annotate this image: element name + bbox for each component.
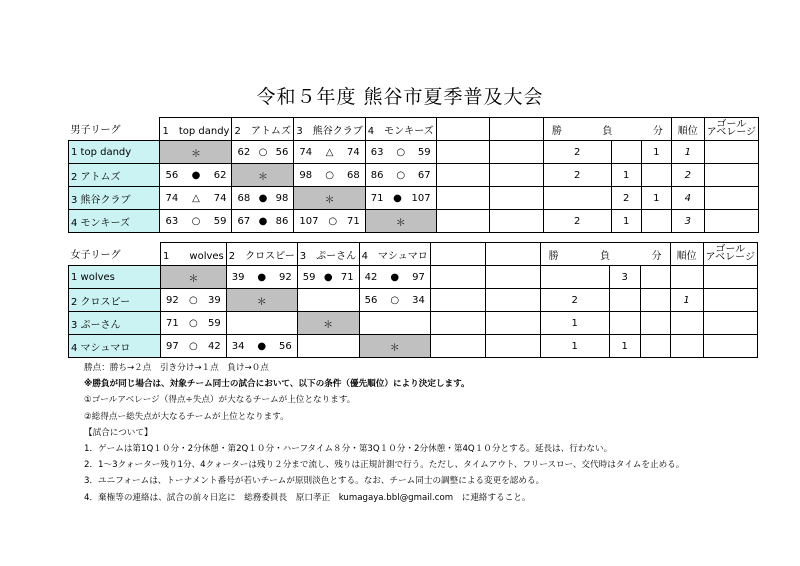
blank-cell — [436, 210, 490, 233]
blank-cell — [485, 289, 540, 312]
rank-header: 順位 — [670, 243, 703, 266]
draws-value: 1 — [641, 141, 671, 164]
team-header: 4 モンキーズ — [365, 118, 436, 141]
result-symbol: ○ — [328, 215, 338, 227]
score-for: 63 — [370, 146, 384, 158]
match-result — [359, 266, 430, 289]
self-match-cell: ＊ — [226, 289, 297, 312]
score-for: 71 — [166, 317, 179, 329]
match-score — [234, 147, 291, 158]
result-symbol: ● — [257, 340, 267, 352]
blank-cell — [436, 164, 490, 187]
score-for: 63 — [165, 215, 179, 227]
score-against: 67 — [417, 169, 431, 181]
result-symbol: ○ — [189, 317, 198, 329]
self-match-cell: ＊ — [232, 164, 294, 187]
note-points: 勝点：勝ち→２点 引き分け→１点 負け→０点 — [84, 363, 269, 373]
table-row — [69, 210, 800, 233]
score-against: 56 — [278, 340, 292, 352]
score-for: 68 — [237, 192, 251, 204]
rank-value: 4 — [671, 187, 704, 210]
blank-cell — [490, 210, 544, 233]
match-score — [163, 295, 224, 306]
blank-cell — [490, 187, 544, 210]
goal-average-value — [704, 187, 758, 210]
result-symbol: ● — [191, 169, 201, 181]
match-score — [162, 193, 229, 204]
losses-value: 1 — [611, 164, 641, 187]
match-score — [162, 170, 229, 181]
table-row — [69, 266, 800, 289]
match-score — [300, 272, 357, 283]
team-header: 3 熊谷クラブ — [294, 118, 365, 141]
rank-value — [670, 312, 703, 335]
note-rule-3: 3．ユニフォームは、トーナメント番号が若いチームが原則淡色とする。なお、チーム同士の調整による変更を認める。 — [84, 476, 545, 487]
score-against: 39 — [208, 294, 221, 306]
score-against: 92 — [278, 271, 292, 283]
wins-value: 2 — [543, 210, 611, 233]
result-symbol: ● — [258, 215, 268, 227]
note-goal-average: ①ゴールアベレージ（得点÷失点）が大なるチームが上位となります。 — [84, 395, 356, 406]
team-name: 2 クロスピー — [69, 289, 161, 312]
empty-match-cell — [359, 312, 430, 335]
girls-league-table — [68, 242, 800, 358]
record-header — [540, 243, 670, 266]
score-for: 71 — [370, 192, 384, 204]
self-match-cell: ＊ — [294, 187, 365, 210]
blank-header — [490, 118, 544, 141]
match-result — [160, 210, 232, 233]
note-match-heading: 【試合について】 — [84, 427, 153, 438]
score-against: 59 — [213, 215, 227, 227]
draws-header: 分 — [651, 250, 662, 262]
losses-value: 1 — [609, 335, 640, 358]
team-name: 4 マシュマロ — [69, 335, 161, 358]
rank-value: 1 — [671, 141, 704, 164]
rank-value: 2 — [671, 164, 704, 187]
team-name: 2 アトムズ — [69, 164, 160, 187]
table-row — [69, 187, 800, 210]
team-header: 1 wolves — [161, 243, 227, 266]
score-against: 98 — [275, 192, 289, 204]
table-row — [69, 164, 800, 187]
team-name: 3 熊谷クラブ — [69, 187, 160, 210]
blank-cell — [436, 187, 490, 210]
rules-notes — [84, 360, 684, 506]
wins-value: 1 — [540, 335, 609, 358]
score-for: 74 — [165, 192, 179, 204]
losses-value — [609, 312, 640, 335]
match-result — [232, 141, 294, 164]
goal-average-value — [703, 289, 757, 312]
goal-average-value — [704, 141, 758, 164]
league-caption: 男子リーグ — [69, 118, 160, 141]
score-against: 62 — [213, 169, 227, 181]
draws-value — [641, 210, 671, 233]
team-name: 1 wolves — [69, 266, 161, 289]
blank-cell — [430, 312, 485, 335]
score-for: 62 — [237, 146, 251, 158]
rank-value — [670, 335, 703, 358]
score-for: 92 — [166, 294, 179, 306]
empty-match-cell — [297, 335, 359, 358]
score-against: 107 — [411, 192, 431, 204]
match-score — [296, 216, 362, 227]
match-score — [296, 147, 362, 158]
wins-value: 2 — [543, 164, 611, 187]
match-result — [365, 187, 436, 210]
match-result — [226, 266, 297, 289]
score-against: 97 — [412, 271, 425, 283]
header-row — [69, 118, 800, 141]
result-symbol: ○ — [390, 294, 400, 306]
match-result — [359, 289, 430, 312]
result-symbol: ○ — [258, 146, 268, 158]
header-row — [69, 243, 800, 266]
goal-average-value — [703, 266, 757, 289]
wins-header: 勝 — [551, 125, 562, 137]
match-result — [161, 335, 227, 358]
goal-average-value — [704, 210, 758, 233]
match-score — [163, 341, 224, 352]
blank-cell — [430, 266, 485, 289]
wins-header: 勝 — [548, 250, 559, 262]
result-symbol: ○ — [191, 215, 201, 227]
score-for: 107 — [299, 215, 319, 227]
boys-league-table — [68, 117, 800, 233]
team-header: 4 マシュマロ — [359, 243, 430, 266]
result-symbol: ● — [390, 271, 400, 283]
match-result — [160, 187, 232, 210]
match-score — [368, 193, 434, 204]
score-for: 98 — [299, 169, 313, 181]
note-goal-difference: ②総得点ー総失点が大なるチームが上位となります。 — [84, 411, 289, 422]
team-header: 1 top dandy — [160, 118, 232, 141]
score-against: 68 — [347, 169, 360, 181]
score-against: 42 — [208, 340, 221, 352]
goal-average-header — [704, 118, 758, 141]
wins-value — [543, 187, 611, 210]
empty-match-cell — [297, 289, 359, 312]
score-for: 56 — [165, 169, 179, 181]
note-rule-1: 1．ゲームは第1Q１０分・2分休憩・第2Q１０分・ハーフタイム８分・第3Q１０分・2分休憩・第4Q１０分とする。延長は、行わない。 — [84, 444, 613, 455]
result-symbol: △ — [192, 192, 200, 204]
result-symbol: ● — [323, 271, 333, 283]
losses-header: 負 — [600, 250, 611, 262]
table-row — [69, 289, 800, 312]
match-result — [232, 187, 294, 210]
wins-value: 2 — [543, 141, 611, 164]
blank-header — [485, 243, 540, 266]
losses-header: 負 — [602, 125, 613, 137]
league-caption: 女子リーグ — [69, 243, 161, 266]
match-score — [234, 216, 291, 227]
score-against: 59 — [417, 146, 431, 158]
goal-average-header-line: アベレージ — [705, 252, 755, 263]
result-symbol: ● — [258, 192, 268, 204]
result-symbol: ○ — [189, 294, 198, 306]
team-header: 3 ぷーさん — [297, 243, 359, 266]
draws-value — [641, 164, 671, 187]
score-for: 97 — [166, 340, 179, 352]
match-score — [362, 295, 428, 306]
score-against: 34 — [412, 294, 425, 306]
match-result — [365, 141, 436, 164]
match-score — [162, 216, 229, 227]
score-against: 86 — [275, 215, 289, 227]
match-score — [368, 170, 434, 181]
score-for: 67 — [237, 215, 251, 227]
score-for: 39 — [231, 271, 245, 283]
draws-value — [640, 289, 670, 312]
losses-value: 3 — [609, 266, 640, 289]
match-result — [294, 164, 365, 187]
team-name: 3 ぷーさん — [69, 312, 161, 335]
self-match-cell: ＊ — [160, 141, 232, 164]
rank-header: 順位 — [671, 118, 704, 141]
blank-cell — [430, 335, 485, 358]
goal-average-header — [703, 243, 757, 266]
wins-value — [540, 266, 609, 289]
record-header-labels — [546, 122, 669, 137]
team-name: 1 top dandy — [69, 141, 160, 164]
rank-value: 3 — [671, 210, 704, 233]
draws-header: 分 — [652, 125, 663, 137]
match-score — [368, 147, 434, 158]
wins-value: 2 — [540, 289, 609, 312]
losses-value: 1 — [611, 210, 641, 233]
losses-value — [611, 141, 641, 164]
match-result — [294, 141, 365, 164]
goal-average-header-line: ゴール — [716, 119, 747, 130]
blank-cell — [490, 141, 544, 164]
result-symbol: ● — [257, 271, 267, 283]
table-row — [69, 312, 800, 335]
blank-header — [436, 118, 490, 141]
blank-cell — [485, 266, 540, 289]
result-symbol: ● — [393, 192, 402, 204]
draws-value: 1 — [641, 187, 671, 210]
goal-average-header-line: ゴール — [715, 244, 746, 255]
goal-average-header-line: アベレージ — [706, 127, 757, 138]
blank-header — [430, 243, 485, 266]
score-against: 74 — [213, 192, 227, 204]
match-result — [232, 210, 294, 233]
match-score — [163, 318, 224, 329]
losses-value — [609, 289, 640, 312]
match-score — [229, 341, 295, 352]
blank-cell — [485, 335, 540, 358]
self-match-cell: ＊ — [365, 210, 436, 233]
note-rule-2: 2．1～3クォーター残り1分、4クォーターは残り２分まで流し、残りは正規計測で行う。ただし、タイムアウト、フリースロー、交代時はタイムを止める。 — [84, 460, 685, 471]
self-match-cell: ＊ — [359, 335, 430, 358]
empty-match-cell — [226, 312, 297, 335]
draws-value — [640, 312, 670, 335]
self-match-cell: ＊ — [297, 312, 359, 335]
score-for: 42 — [364, 271, 378, 283]
self-match-cell: ＊ — [161, 266, 227, 289]
score-against: 71 — [347, 215, 360, 227]
wins-value: 1 — [540, 312, 609, 335]
result-symbol: ○ — [396, 146, 406, 158]
match-result — [161, 289, 227, 312]
score-for: 74 — [299, 146, 313, 158]
score-for: 59 — [302, 271, 316, 283]
score-against: 59 — [208, 317, 221, 329]
draws-value — [640, 335, 670, 358]
score-for: 86 — [370, 169, 384, 181]
record-header-labels — [543, 247, 668, 262]
note-rule-4: 4．棄権等の連絡は、試合の前々日迄に 総務委員長 原口孝正 kumagaya.bbl@gmail.com に連絡すること。 — [84, 492, 531, 503]
blank-cell — [485, 312, 540, 335]
team-name: 4 モンキーズ — [69, 210, 160, 233]
note-tiebreak: ※勝負が同じ場合は、対象チーム同士の試合において、以下の条件（優先順位）により決定します。 — [84, 379, 470, 390]
score-against: 74 — [347, 146, 360, 158]
blank-cell — [430, 289, 485, 312]
match-result — [226, 335, 297, 358]
score-for: 56 — [364, 294, 378, 306]
match-score — [229, 272, 295, 283]
blank-cell — [436, 141, 490, 164]
rank-value: 1 — [670, 289, 703, 312]
match-result — [160, 164, 232, 187]
match-result — [294, 210, 365, 233]
match-result — [365, 164, 436, 187]
result-symbol: △ — [325, 146, 334, 158]
draws-value — [640, 266, 670, 289]
goal-average-value — [703, 335, 757, 358]
match-result — [161, 312, 227, 335]
match-result — [297, 266, 359, 289]
page-title: 令和５年度 熊谷市夏季普及大会 — [256, 86, 544, 108]
table-row — [69, 335, 800, 358]
rank-value — [670, 266, 703, 289]
result-symbol: ○ — [325, 169, 334, 181]
match-score — [362, 272, 428, 283]
record-header — [543, 118, 671, 141]
goal-average-value — [703, 312, 757, 335]
team-header: 2 アトムズ — [232, 118, 294, 141]
score-for: 34 — [231, 340, 245, 352]
goal-average-value — [704, 164, 758, 187]
blank-cell — [490, 164, 544, 187]
match-score — [296, 170, 362, 181]
result-symbol: ○ — [189, 340, 198, 352]
score-against: 56 — [275, 146, 289, 158]
match-score — [234, 193, 291, 204]
result-symbol: ○ — [396, 169, 406, 181]
team-header: 2 クロスピー — [226, 243, 297, 266]
losses-value: 2 — [611, 187, 641, 210]
score-against: 71 — [340, 271, 354, 283]
table-row — [69, 141, 800, 164]
